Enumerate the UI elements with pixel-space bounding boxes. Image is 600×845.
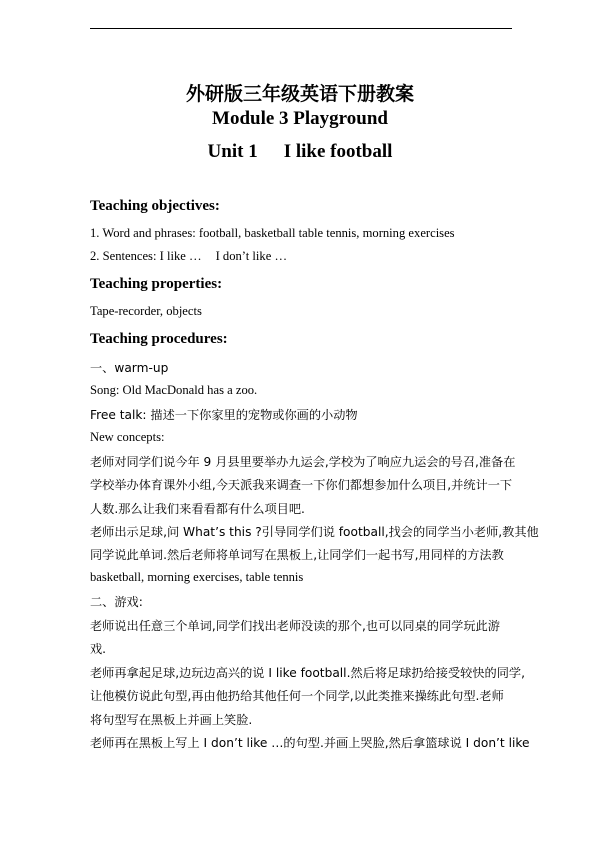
- properties-text: Tape-recorder, objects: [90, 304, 202, 318]
- sentence-pattern-like: 2. Sentences: I like …: [90, 249, 202, 263]
- sentence-pattern-dont-like: I don’t like …: [215, 249, 288, 263]
- unit-label: Unit 1: [207, 141, 258, 162]
- unit-name: I like football: [283, 141, 393, 162]
- procedure-line: 老师再在黑板上写上 I don’t like …的句型.并画上哭脸,然后拿篮球说 I don’t like: [90, 736, 530, 750]
- procedure-line: 将句型写在黑板上并画上笑脸.: [90, 713, 253, 727]
- procedure-line: basketball, morning exercises, table tennis: [90, 570, 304, 584]
- procedure-line: 学校举办体育课外小组,今天派我来调查一下你们都想参加什么项目,并统计一下: [90, 478, 513, 492]
- procedure-line: Free talk: 描述一下你家里的宠物或你画的小动物: [90, 408, 358, 422]
- procedures-heading: Teaching procedures:: [90, 331, 228, 347]
- procedure-line: Song: Old MacDonald has a zoo.: [90, 383, 258, 397]
- procedure-line: 二、游戏:: [90, 595, 143, 609]
- module-title: Module 3 Playground: [212, 108, 388, 129]
- document-title-chinese: 外研版三年级英语下册教案: [185, 83, 414, 105]
- objectives-heading: Teaching objectives:: [90, 198, 220, 214]
- properties-heading: Teaching properties:: [90, 276, 223, 292]
- procedure-line: New concepts:: [90, 430, 165, 444]
- procedure-line: 老师出示足球,问 What’s this ?引导同学们说 football,找会的同学当小老师,教其他: [90, 525, 539, 539]
- procedure-line: 让他模仿说此句型,再由他扔给其他任何一个同学,以此类推来操练此句型.老师: [90, 689, 504, 703]
- objective-item: [90, 249, 514, 264]
- unit-title: [0, 141, 600, 163]
- procedure-line: 老师再拿起足球,边玩边高兴的说 I like football.然后将足球扔给接受较快的同学,: [90, 666, 525, 680]
- procedure-line: 老师说出任意三个单词,同学们找出老师没读的那个,也可以同桌的同学玩此游: [90, 619, 500, 633]
- procedure-line: 戏.: [90, 642, 107, 656]
- procedure-line: 人数.那么让我们来看看都有什么项目吧.: [90, 502, 305, 516]
- objective-item: 1. Word and phrases: football, basketball table tennis, morning exercises: [90, 226, 455, 240]
- header-rule: [90, 28, 512, 29]
- procedure-line: 一、warm-up: [90, 361, 169, 375]
- procedure-line: 老师对同学们说今年 9 月县里要举办九运会,学校为了响应九运会的号召,准备在: [90, 455, 516, 469]
- procedure-line: 同学说此单词.然后老师将单词写在黑板上,让同学们一起书写,用同样的方法教: [90, 548, 504, 562]
